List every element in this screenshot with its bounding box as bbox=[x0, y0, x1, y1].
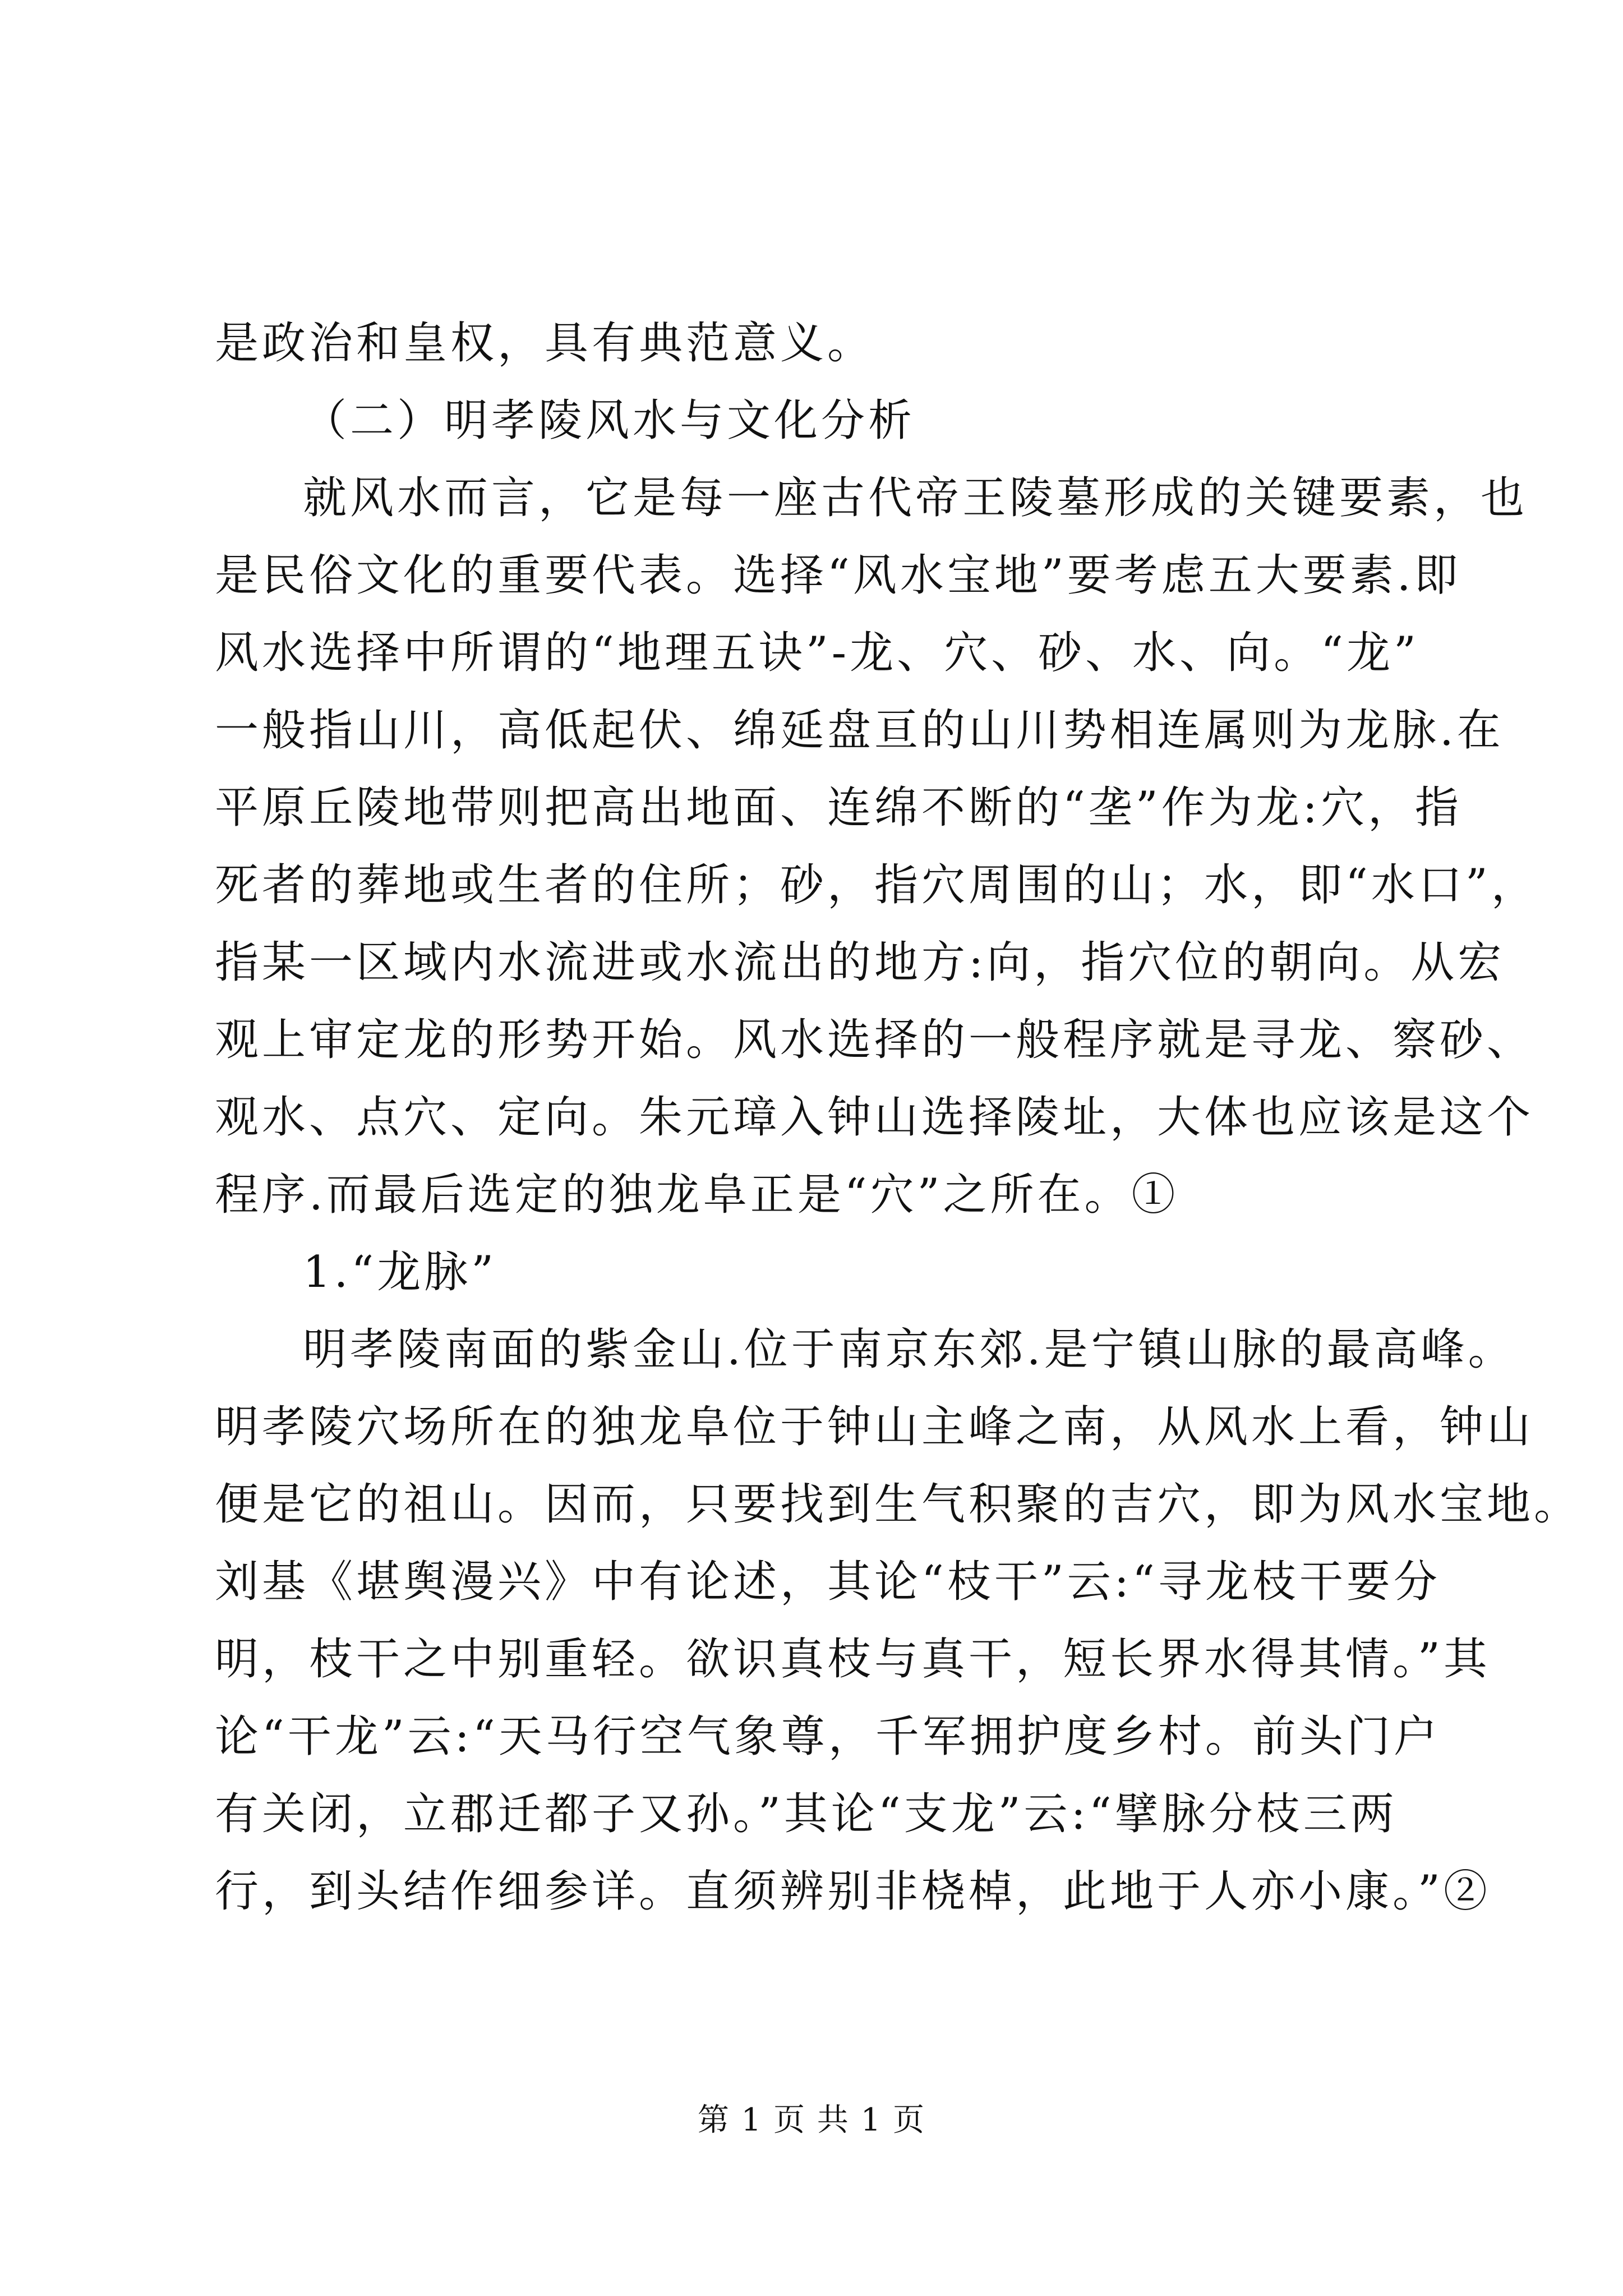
body-line: 程序.而最后选定的独龙阜正是“穴”之所在。① bbox=[215, 1170, 1179, 1220]
page-footer: 第 1 页 共 1 页 bbox=[697, 2102, 926, 2138]
body-line: 刘基《堪舆漫兴》中有论述，其论“枝干”云:“寻龙枝干要分 bbox=[215, 1557, 1441, 1607]
body-line: 观上审定龙的形势开始。风水选择的一般程序就是寻龙、察砂、 bbox=[215, 1015, 1534, 1065]
subsection-heading: 1.“龙脉” bbox=[303, 1247, 497, 1297]
body-line: 观水、点穴、定向。朱元璋入钟山选择陵址，大体也应该是这个 bbox=[215, 1092, 1534, 1143]
body-line: 明孝陵南面的紫金山.位于南京东郊.是宁镇山脉的最高峰。 bbox=[303, 1324, 1515, 1375]
body-line: 指某一区域内水流进或水流出的地方:向，指穴位的朝向。从宏 bbox=[215, 937, 1505, 988]
body-line: 明孝陵穴场所在的独龙阜位于钟山主峰之南，从风水上看，钟山 bbox=[215, 1402, 1534, 1452]
body-line: 论“干龙”云:“天马行空气象尊，千军拥护度乡村。前头门户 bbox=[215, 1711, 1441, 1762]
section-heading: （二）明孝陵风水与文化分析 bbox=[303, 395, 916, 446]
body-line: 一般指山川，高低起伏、绵延盘亘的山川势相连属则为龙脉.在 bbox=[215, 705, 1504, 756]
body-line: 死者的葬地或生者的住所；砂，指穴周围的山；水，即“水口”， bbox=[215, 860, 1538, 910]
body-line: 平原丘陵地带则把高出地面、连绵不断的“垄”作为龙:穴，指 bbox=[215, 783, 1463, 833]
body-line: 风水选择中所谓的“地理五诀”-龙、穴、砂、水、向。“龙” bbox=[215, 628, 1419, 678]
body-line: 是民俗文化的重要代表。选择“风水宝地”要考虑五大要素.即 bbox=[215, 550, 1461, 601]
body-line: 明，枝干之中别重轻。欲识真枝与真干，短长界水得其情。”其 bbox=[215, 1634, 1491, 1685]
body-line: 行，到头结作细参详。直须辨别非桡棹，此地于人亦小康。”② bbox=[215, 1866, 1491, 1917]
body-line: 便是它的祖山。因而，只要找到生气积聚的吉穴，即为风水宝地。 bbox=[215, 1479, 1581, 1530]
body-line: 就风水而言，它是每一座古代帝王陵墓形成的关键要素，也 bbox=[303, 473, 1528, 523]
body-line: 有关闭，立郡迁都子又孙。”其论“支龙”云:“擘脉分枝三两 bbox=[215, 1789, 1398, 1839]
body-line: 是政治和皇权，具有典范意义。 bbox=[215, 318, 875, 369]
